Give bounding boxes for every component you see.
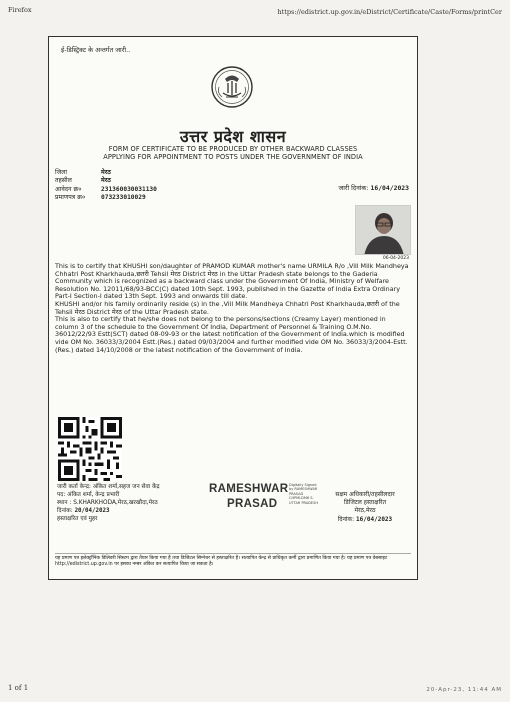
issue-date (338, 183, 409, 192)
photo-date: 06-04-2023 (382, 256, 409, 261)
signature-name-line: RAMESHWAR (209, 483, 289, 495)
issue-date-value: 16/04/2023 (370, 184, 409, 192)
certificate-body (55, 263, 409, 354)
creamy-layer-paragraph: This is also to certify that he/she does not belong to the persons/sections (Creamy Layer) mentioned in column 3 of the schedule to the Government Of India, Department of Personnel & Training O.M.No. 36012/22/93 Estt(SCT) dated 08-09-93 or the latest notification of the Government of India.which is modified vide OM No. 36033/3/2004 Estt.(Res.) dated 09/03/2004 and further modified vide OM No. 36033/3/2004-Estt. (Res.) dated 14/10/2008 or the latest notification of the Government of India. (55, 315, 408, 354)
certificate-fields (55, 169, 157, 202)
officer-date: 16/04/2023 (356, 515, 393, 523)
applicant-photo (355, 205, 411, 255)
browser-name: Firefox (8, 6, 32, 14)
browser-print-header (8, 4, 502, 18)
issuing-centre-details (57, 483, 207, 523)
signer-date: 20/04/2023 (74, 508, 110, 515)
form-title-line: FORM OF CERTIFICATE TO BE PRODUCED BY OTHER BACKWARD CLASSES (108, 145, 358, 153)
issuer-designation: पद: अंकित शर्मा, केन्द्र प्रभारी (57, 492, 120, 499)
field-label: प्रमाणपत्र क्र० (55, 193, 86, 201)
residence-paragraph: KHUSHI and/or his family ordinarily reside (s) in the ,Vill Milk Mandheya Chhatri Post Kharkhauda,छतरी of the Tehsil मेरठ District मेरठ of the Uttar Pradesh state. (55, 299, 400, 316)
page-number: 1 of 1 (8, 684, 29, 692)
page-url[interactable]: https://edistrict.up.gov.in/eDistrict/Certificate/Caste/Forms/printCer (277, 8, 502, 16)
caste-certificate (48, 36, 418, 580)
verification-footnote: यह प्रमाण पत्र इलेक्ट्रॉनिक डिलिवरी सिस्टम द्वारा तैयार किया गया है तथा डिजिटल सिग्नेचर से हस्ताक्षरित है। सत्यापित केन्द्र से प्राधिकृत कर्मी द्वारा प्रमाणित किया गया है। यह प्रमाण पत्र वेबसाइट http://edistrict.up.gov.in पर इसका नम्बर अंकित कर सत्यापित किया जा सकता है। (55, 553, 411, 569)
issue-place: स्थान : S.KHARKHODA,मेरठ,खरखौदा,मेरठ (57, 500, 158, 507)
competent-officer (315, 491, 415, 524)
field-value: मेरठ (101, 177, 111, 185)
field-value: 231360030031130 (101, 185, 157, 193)
issue-date-label: जारी दिनांक: (338, 184, 369, 192)
field-row (55, 194, 157, 202)
field-label: आवेदन क्र० (55, 185, 82, 193)
field-row (55, 186, 157, 194)
government-title: उत्तर प्रदेश शासन (179, 127, 287, 146)
officer-title: सक्षम अधिकारी/तहसीलदार (335, 491, 395, 498)
signer-date-row (57, 507, 207, 515)
field-label: जिला (55, 169, 67, 176)
officer-place: मेरठ,मेरठ (354, 507, 376, 515)
field-value: 073233010029 (101, 193, 146, 201)
field-label: तहसील (55, 177, 72, 185)
signature-detail: Digitally Signed by RAMESHWAR PRASAD CHPMLDM6 S-UTTAR PRADESH (289, 483, 318, 505)
signature-name-line: PRASAD (227, 498, 278, 510)
person-photo-icon (356, 206, 411, 255)
header-note: ई-डिस्ट्रिक्ट के अन्तर्गत जारी.. (61, 46, 131, 54)
signer-date-label: दिनांक: (57, 508, 73, 515)
field-value: मेरठ (101, 169, 111, 176)
officer-date-label: दिनांक: (337, 515, 355, 523)
signed-and-sealed: हस्ताक्षरित एवं मुहर (57, 516, 98, 523)
officer-sub: डिजिटल हस्ताक्षरित (344, 499, 386, 507)
field-row (55, 177, 157, 185)
form-title (69, 145, 397, 161)
up-government-emblem-icon (209, 63, 255, 113)
form-title-line: APPLYING FOR APPOINTMENT TO POSTS UNDER THE GOVERNMENT OF INDIA (103, 153, 363, 162)
officer-date-row (315, 516, 415, 524)
issuing-centre: जारी कर्ता केन्द्र: अंकित शर्मा,सहज जन सेवा केंद्र (57, 484, 160, 490)
certification-paragraph: This is to certify that KHUSHI son/daughter of PRAMOD KUMAR mother's name URMILA R/o ,Vill Milk Mandheya Chhatri Post Kharkhauda,छतरी Tehsil मेरठ District मेरठ in the Uttar Pradesh state belongs to the Gaderia Community which is recognized as a backward class under the Government Of India, Ministry of Welfare Resolution No. 12011/68/93-BCC(C) dated 10th Sept. 1993, published in the Gazette of India Extra Ordinary Part-I Section-I dated 13th Sept. 1993 and onwards till date. (55, 262, 409, 301)
print-timestamp: 20-Apr-23, 11:44 AM (426, 687, 502, 693)
qr-code-icon (58, 417, 122, 481)
